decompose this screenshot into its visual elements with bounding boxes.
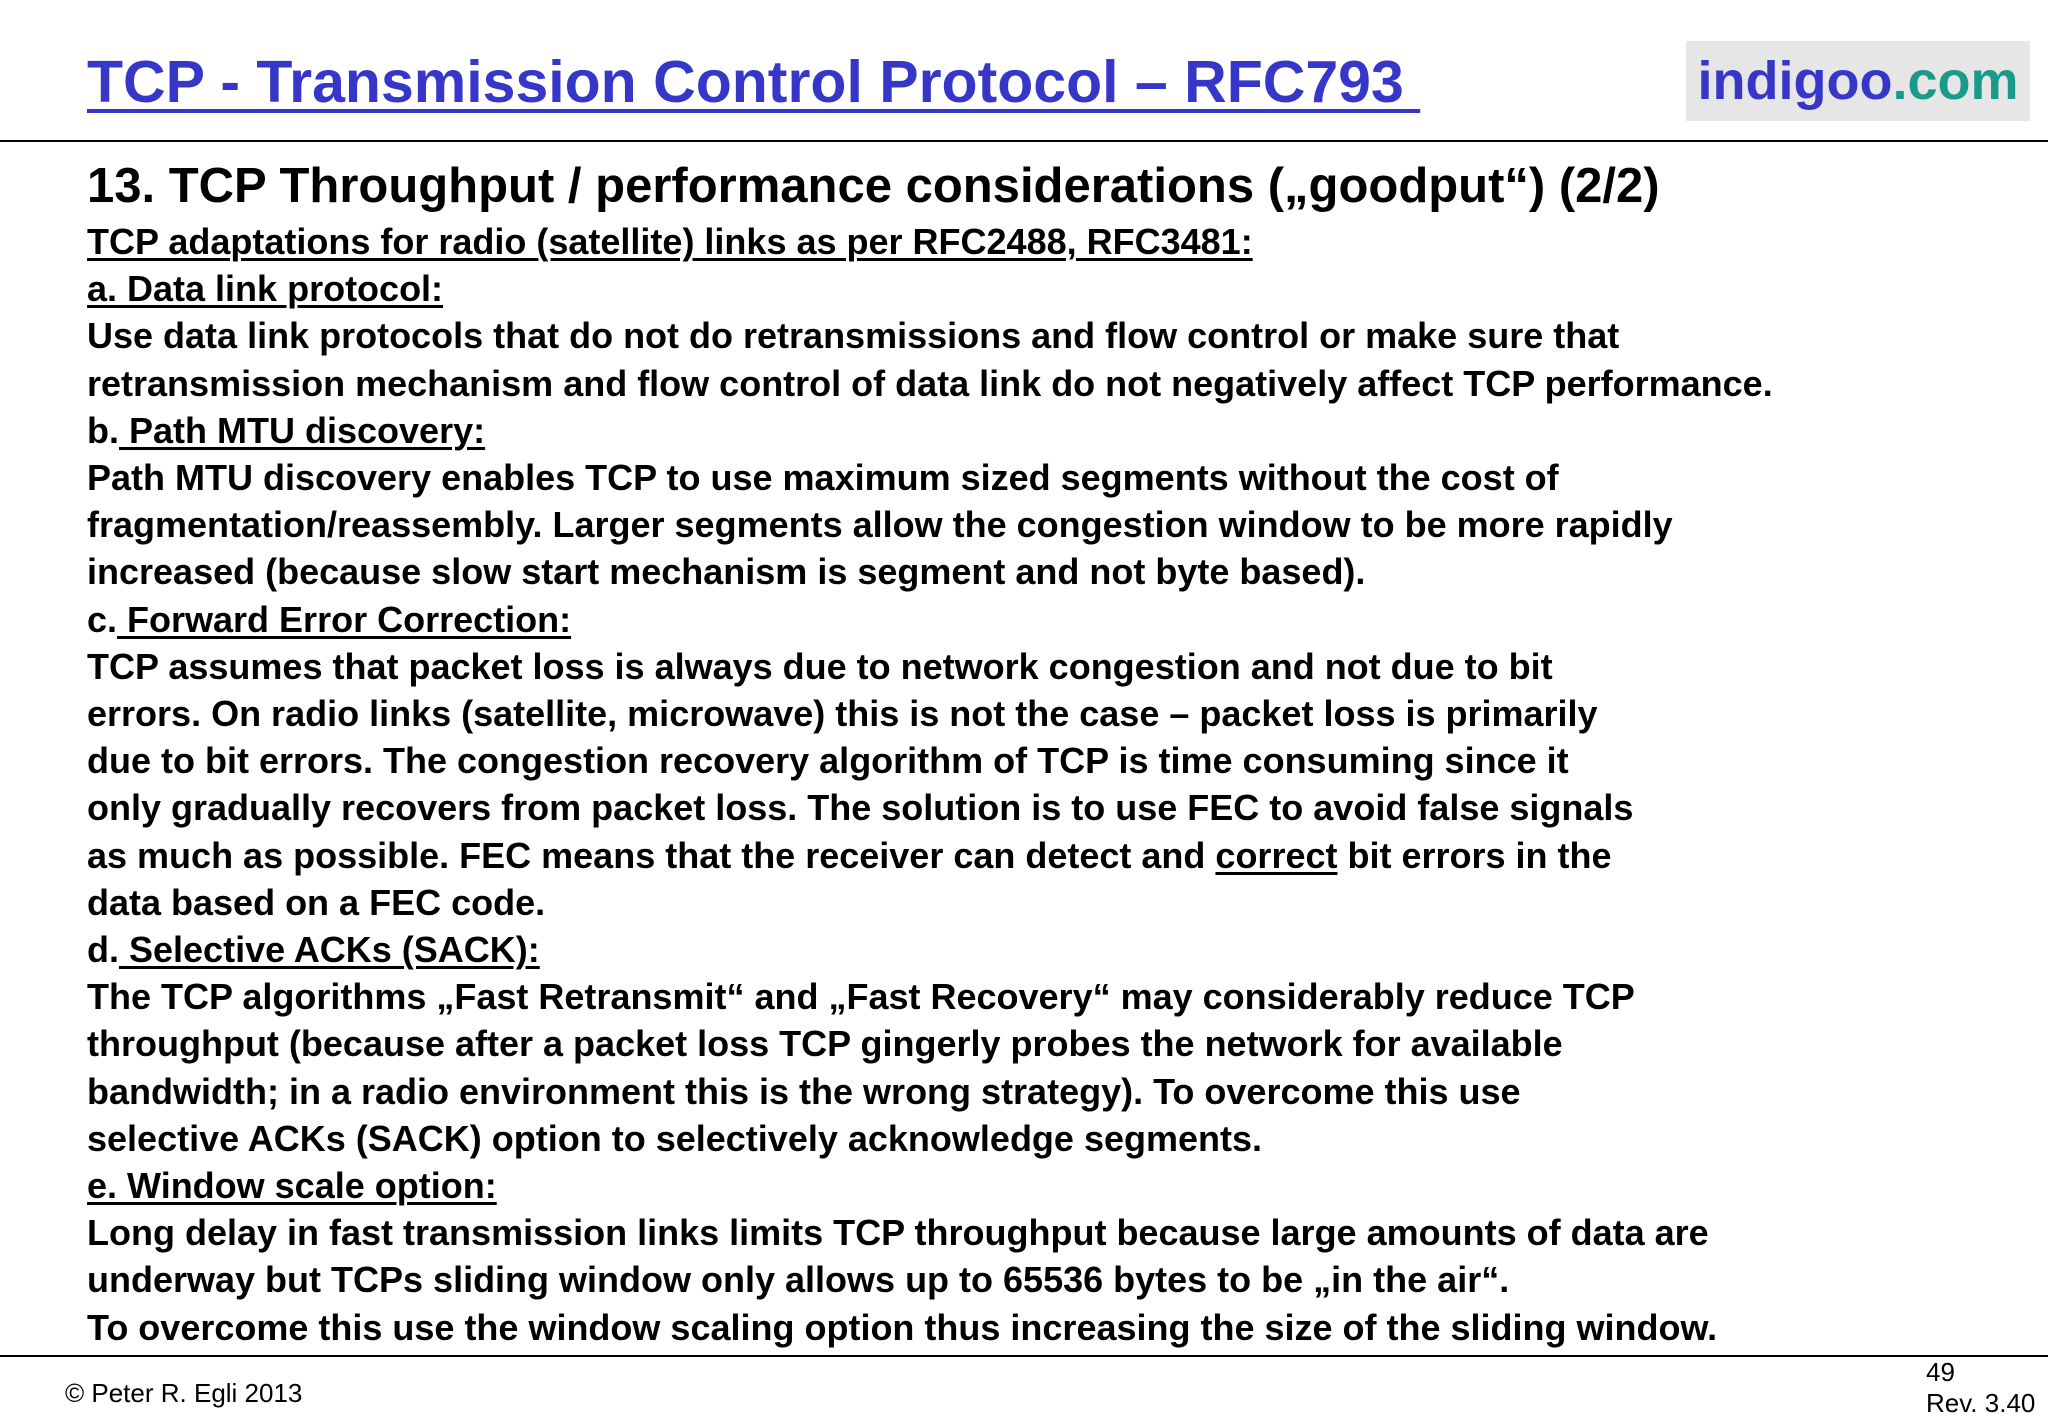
section-c-line: only gradually recovers from packet loss. The solution is to use FEC to avoid false signals bbox=[87, 787, 1634, 829]
section-a-line: Use data link protocols that do not do retransmissions and flow control or make sure that bbox=[87, 315, 1620, 357]
slide-content bbox=[87, 154, 2037, 1351]
section-c-line5-end: bit errors in the bbox=[1337, 834, 1612, 876]
footer-page-number: 49 bbox=[1926, 1357, 1955, 1387]
section-c-line5-start: as much as possible. FEC means that the receiver can detect and bbox=[87, 834, 1216, 876]
section-d-line: bandwidth; in a radio environment this is the wrong strategy). To overcome this use bbox=[87, 1070, 1521, 1112]
section-b-line: fragmentation/reassembly. Larger segments allow the congestion window to be more rapidly bbox=[87, 504, 1673, 546]
slide-heading: 13. TCP Throughput / performance considerations („goodput“) (2/2) bbox=[87, 159, 1660, 213]
section-e-line: To overcome this use the window scaling option thus increasing the size of the sliding window. bbox=[87, 1306, 1718, 1348]
section-d-line: throughput (because after a packet loss TCP gingerly probes the network for available bbox=[87, 1023, 1563, 1065]
section-b-line: Path MTU discovery enables TCP to use maximum sized segments without the cost of bbox=[87, 457, 1559, 499]
section-c-line: TCP assumes that packet loss is always due to network congestion and not due to bit bbox=[87, 645, 1553, 687]
section-c-line: due to bit errors. The congestion recovery algorithm of TCP is time consuming since it bbox=[87, 740, 1569, 782]
logo-text-dot: . bbox=[1892, 51, 1908, 111]
section-d-prefix: d. bbox=[87, 929, 119, 971]
footer-copyright: © Peter R. Egli 2013 bbox=[65, 1378, 303, 1408]
page-title: TCP - Transmission Control Protocol – RFC793 bbox=[87, 49, 1421, 115]
intro-line: TCP adaptations for radio (satellite) links as per RFC2488, RFC3481: bbox=[87, 221, 1253, 262]
section-e-title: e. Window scale option: bbox=[87, 1165, 497, 1207]
section-c-line bbox=[87, 832, 2037, 879]
footer-revision: Rev. 3.40 bbox=[1926, 1388, 2036, 1418]
section-a-title: a. Data link protocol: bbox=[87, 268, 444, 310]
underlined-word-correct: correct bbox=[1215, 834, 1338, 876]
section-b-prefix: b. bbox=[87, 409, 119, 451]
section-d-line: selective ACKs (SACK) option to selectively acknowledge segments. bbox=[87, 1117, 1263, 1159]
section-c-line: data based on a FEC code. bbox=[87, 881, 546, 923]
section-d-title-text: Selective ACKs (SACK): bbox=[119, 929, 540, 971]
section-c-title-text: Forward Error Correction: bbox=[117, 598, 572, 640]
logo-text-main: indigoo bbox=[1697, 51, 1893, 111]
section-c-prefix: c. bbox=[87, 598, 118, 640]
section-c-title bbox=[87, 596, 2037, 643]
section-b-title bbox=[87, 407, 2037, 454]
section-e-line: Long delay in fast transmission links limits TCP throughput because large amounts of data are bbox=[87, 1212, 1709, 1254]
section-b-line: increased (because slow start mechanism is segment and not byte based). bbox=[87, 551, 1366, 593]
indigoo-logo bbox=[1686, 41, 2030, 121]
section-d-title bbox=[87, 926, 2037, 973]
section-d-line: The TCP algorithms „Fast Retransmit“ and „Fast Recovery“ may considerably reduce TCP bbox=[87, 976, 1635, 1018]
section-a-line: retransmission mechanism and flow control of data link do not negatively affect TCP performance. bbox=[87, 362, 1773, 404]
header-divider bbox=[0, 140, 2048, 142]
section-c-line: errors. On radio links (satellite, microwave) this is not the case – packet loss is primarily bbox=[87, 693, 1598, 735]
logo-text-tld: com bbox=[1907, 51, 2019, 111]
footer-divider bbox=[0, 1355, 2048, 1357]
section-e-line: underway but TCPs sliding window only allows up to 65536 bytes to be „in the air“. bbox=[87, 1259, 1510, 1301]
section-b-title-text: Path MTU discovery: bbox=[119, 409, 486, 451]
